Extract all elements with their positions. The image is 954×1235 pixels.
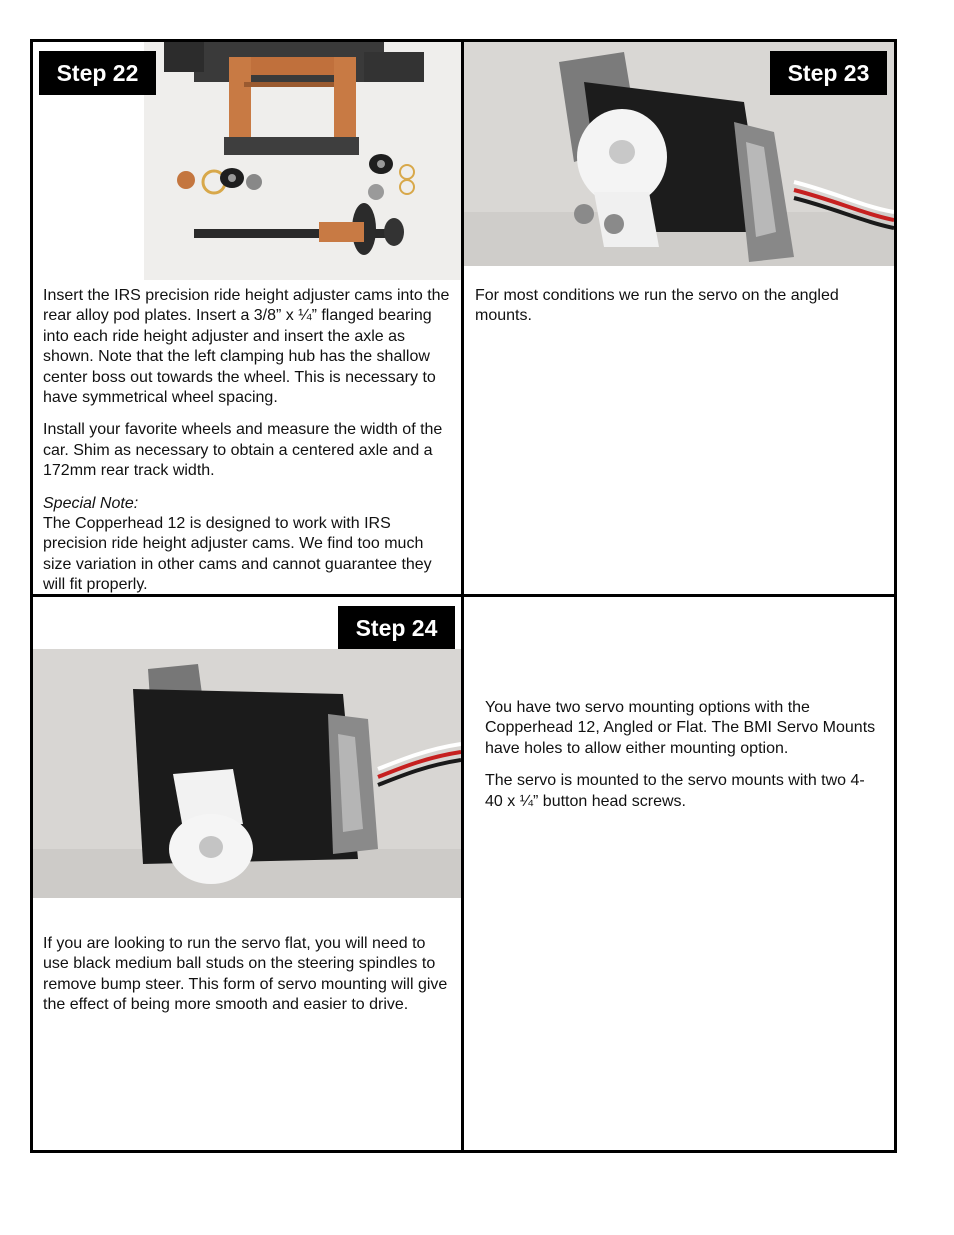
flat-servo-image: [33, 649, 461, 898]
step23-label: Step 23: [770, 51, 887, 95]
step22-note: [43, 494, 455, 596]
step24-photo: [33, 649, 461, 898]
step24-text: [43, 934, 455, 1028]
step22-paragraph-1: Insert the IRS precision ride height adjuster cams into the rear alloy pod plates. Insert a 3/8” x ¼” flanged bearing into each ride height adjuster and insert the axle as shown. Note that the left clamping hub has the shallow center boss out towards the wheel. This is necessary to have symmetrical wheel spacing.: [43, 287, 450, 407]
step22-label: Step 22: [39, 51, 156, 95]
step23-text: [475, 286, 875, 339]
step24-paragraph: If you are looking to run the servo flat, you will need to use black medium ball studs on the steering spindles to remove bump steer. This form of servo mounting will give the effect of being more smooth and easier to drive.: [43, 935, 448, 1014]
step22-paragraph-2: Install your favorite wheels and measure the width of the car. Shim as necessary to obtain a centered axle and a 172mm rear track width.: [43, 421, 443, 480]
step24-label: Step 24: [338, 606, 455, 650]
special-note-body: The Copperhead 12 is designed to work with IRS precision ride height adjuster cams. We find too much size variation in other cams and cannot guarantee they will fit properly.: [43, 515, 432, 594]
step22-photo: [144, 42, 461, 280]
chassis-parts-image: [144, 42, 461, 280]
special-note-heading: Special Note:: [43, 494, 139, 512]
step22-text: [43, 286, 455, 596]
step23-paragraph: For most conditions we run the servo on the angled mounts.: [475, 287, 839, 325]
mounting-options-paragraph-1: You have two servo mounting options with the Copperhead 12, Angled or Flat. The BMI Servo Mounts have holes to allow either mounting option.: [485, 699, 876, 757]
mounting-options-paragraph-2: The servo is mounted to the servo mounts with two 4-40 x ¼” button head screws.: [485, 772, 865, 810]
mounting-options-text: [485, 698, 880, 824]
